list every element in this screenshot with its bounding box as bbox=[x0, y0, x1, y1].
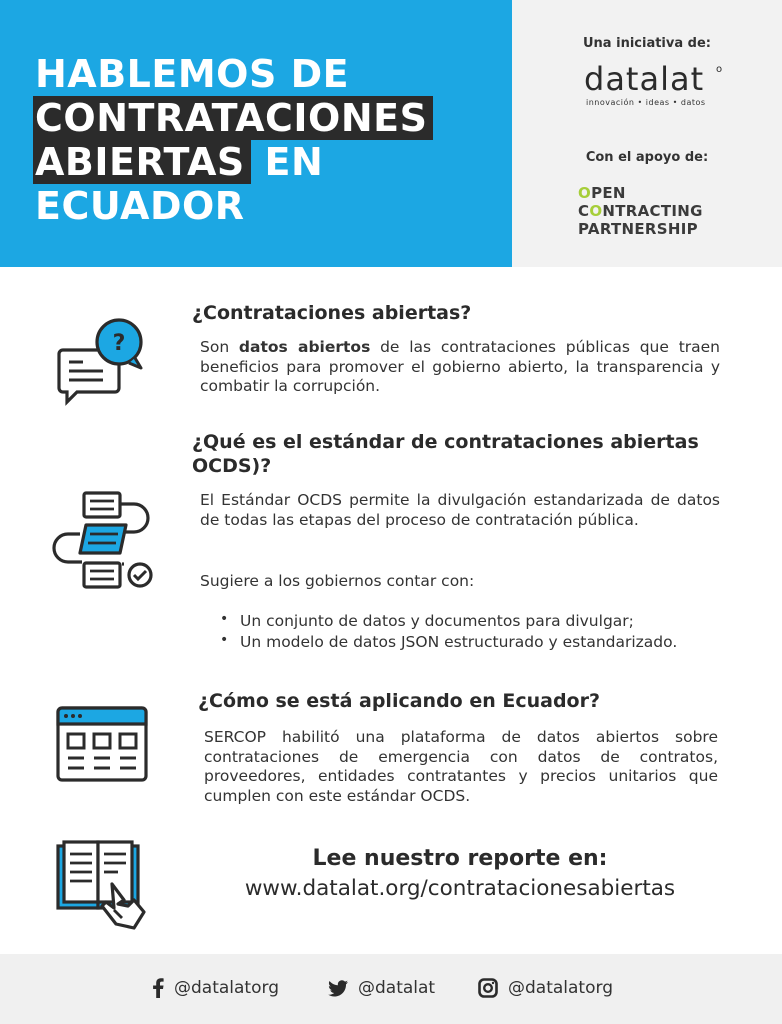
section2-bullet-list bbox=[216, 611, 736, 653]
report-link[interactable]: www.datalat.org/contratacionesabiertas bbox=[244, 876, 676, 901]
ocp-o2-accent: O bbox=[589, 202, 603, 220]
list-item: • Un modelo de datos JSON estructurado y estandarizado. bbox=[216, 632, 736, 653]
instagram-icon bbox=[478, 978, 498, 998]
datalat-logo[interactable] bbox=[584, 62, 724, 114]
facebook-link[interactable] bbox=[152, 978, 279, 998]
ocp-o-accent: O bbox=[578, 184, 592, 202]
section2-text: El Estándar OCDS permite la divulgación estandarizada de datos de todas las etapas del proceso de contratación pública. bbox=[200, 491, 720, 529]
datalat-tagline: innovación • ideas • datos bbox=[586, 98, 706, 107]
facebook-icon bbox=[152, 978, 164, 998]
ocp-logo[interactable] bbox=[578, 184, 703, 238]
section3-title: ¿Cómo se está aplicando en Ecuador? bbox=[198, 690, 600, 712]
list-item: • Un conjunto de datos y documentos para divulgar; bbox=[216, 611, 736, 632]
facebook-handle: @datalatorg bbox=[174, 978, 279, 998]
title-line-1: HABLEMOS DE bbox=[35, 52, 350, 96]
twitter-link[interactable] bbox=[328, 978, 435, 998]
section1-text-pre: Son bbox=[200, 338, 239, 356]
title-line-3-highlight: ABIERTAS bbox=[33, 140, 251, 184]
initiative-label: Una iniciativa de: bbox=[583, 36, 711, 51]
title-line-3-rest: EN bbox=[250, 140, 324, 184]
instagram-link[interactable] bbox=[478, 978, 613, 998]
ocp-c: C bbox=[578, 202, 590, 220]
datalat-logo-text: datalat bbox=[584, 60, 705, 98]
web-platform-icon bbox=[56, 706, 148, 782]
section1-text-bold: datos abiertos bbox=[238, 338, 371, 356]
page-title bbox=[35, 52, 433, 228]
section2-suggest: Sugiere a los gobiernos contar con: bbox=[200, 572, 475, 590]
hero-banner bbox=[0, 0, 512, 267]
section1-text bbox=[200, 338, 720, 397]
title-line-4: ECUADOR bbox=[35, 184, 245, 228]
book-reading-icon bbox=[52, 838, 152, 934]
instagram-handle: @datalatorg bbox=[508, 978, 613, 998]
section1-text-post: de las contrataciones públicas que traen beneficios para promover el gobierno abierto, la transparencia y combatir la corrupción. bbox=[200, 338, 720, 395]
twitter-handle: @datalat bbox=[358, 978, 436, 998]
section1-title: ¿Contrataciones abiertas? bbox=[192, 302, 472, 324]
ocp-partnership: PARTNERSHIP bbox=[578, 220, 698, 238]
svg-text:?: ? bbox=[112, 331, 126, 356]
sponsors-panel bbox=[512, 0, 782, 267]
support-label: Con el apoyo de: bbox=[585, 150, 709, 165]
ocp-contracting: NTRACTING bbox=[602, 202, 703, 220]
section3-text: SERCOP habilitó una plataforma de datos abiertos sobre contrataciones de emergencia con datos de contratos, proveedores, entidades contratantes y precios unitarios que cumplen con este estándar OCDS. bbox=[204, 728, 718, 805]
ocp-open: PEN bbox=[591, 184, 626, 202]
logo-degree-mark: o bbox=[716, 64, 723, 75]
footer bbox=[0, 954, 782, 1024]
workflow-documents-icon bbox=[52, 490, 156, 594]
twitter-icon bbox=[328, 980, 348, 997]
section2-title: ¿Qué es el estándar de contrataciones abiertas OCDS)? bbox=[192, 431, 699, 477]
question-chat-icon bbox=[55, 318, 150, 408]
title-line-2: CONTRATACIONES bbox=[33, 96, 433, 140]
cta-title: Lee nuestro reporte en: bbox=[312, 846, 608, 871]
